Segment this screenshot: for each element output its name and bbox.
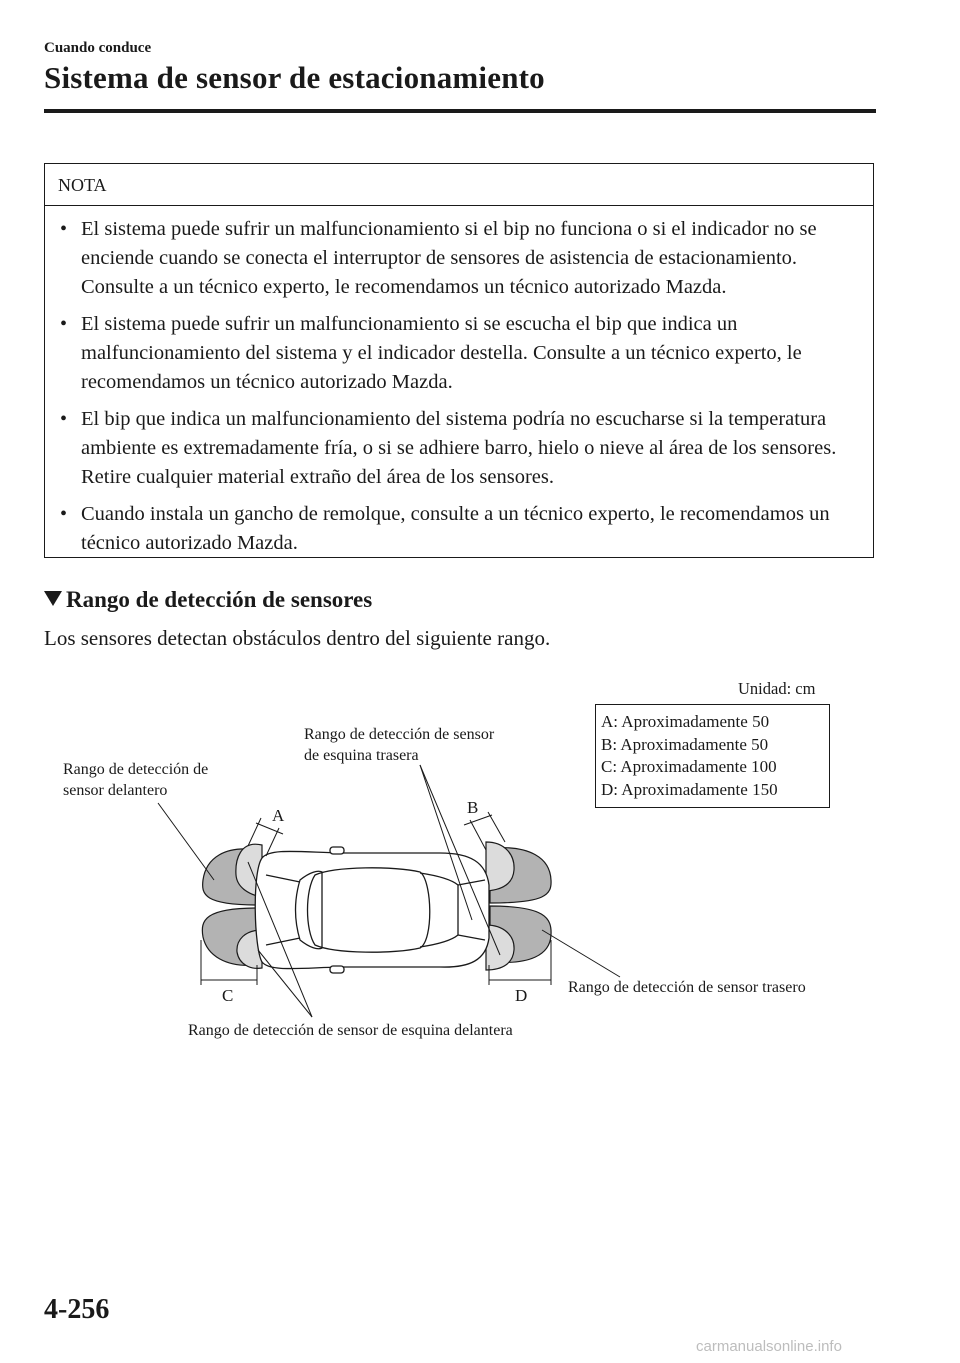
triangle-down-icon: [44, 591, 62, 606]
note-item: • El sistema puede sufrir un malfuncionamiento si se escucha el bip que indica un malfuncionamiento del sistema y el indicador destella. Consulte a un técnico experto, le recomendamos un técnico autorizado Mazda.: [81, 310, 855, 397]
car-roof: [308, 868, 430, 952]
note-item: • El bip que indica un malfuncionamiento del sistema podría no escucharse si la temperatura ambiente es extremadamente fría, o si se adhiere barro, hielo o nieve al área de los sensores. Retire cualquier material extraño del área de los sensores.: [81, 405, 855, 492]
watermark: carmanualsonline.info: [696, 1338, 842, 1355]
note-heading: NOTA: [45, 164, 873, 206]
dim-a-tick-1: [248, 818, 261, 846]
section-label: Cuando conduce: [44, 40, 152, 56]
legend-item-b: B: Aproximadamente 50: [601, 734, 769, 754]
label-front-corner-sensor: Rango de detección de sensor de esquina delantera: [188, 1022, 513, 1039]
front-corner-lobe-lower: [237, 930, 262, 968]
note-item: • El sistema puede sufrir un malfuncionamiento si el bip no funciona o si el indicador no se enciende cuando se conecta el interruptor de sensores de asistencia de estacionamiento. Consulte a un técnico experto, le recomendamos un técnico autorizado Mazda.: [81, 215, 855, 302]
note-item: • Cuando instala un gancho de remolque, consulte a un técnico experto, le recomendamos un técnico autorizado Mazda.: [81, 500, 855, 558]
label-rear-corner-line1: Rango de detección de sensor: [304, 726, 495, 743]
leader-front-corner-1: [248, 862, 312, 1017]
dim-b-tick-1: [470, 820, 486, 850]
label-rear-sensor: Rango de detección de sensor trasero: [568, 979, 806, 996]
car-boot-line-2: [458, 935, 485, 940]
sensor-lobes: [202, 842, 551, 970]
legend-box: [595, 704, 830, 808]
note-list: [45, 206, 873, 558]
section-heading: [44, 587, 372, 613]
rear-sensor-lobe-upper: [490, 848, 551, 903]
label-rear-corner-line2: de esquina trasera: [304, 747, 419, 764]
legend-item-c: C: Aproximadamente 100: [601, 757, 777, 776]
section-intro: Los sensores detectan obstáculos dentro del siguiente rango.: [44, 626, 551, 650]
letter-b: B: [467, 798, 479, 817]
car-bonnet-line-2: [266, 938, 300, 945]
label-front-line2: sensor delantero: [63, 782, 168, 799]
leader-rear-corner-2: [420, 765, 472, 920]
leader-front: [158, 803, 214, 880]
label-front-sensor: [63, 759, 208, 801]
rear-corner-lobe-upper: [486, 842, 514, 891]
page-title: Sistema de sensor de estacionamiento: [44, 60, 545, 95]
letter-d: D: [515, 986, 528, 1005]
leader-lines: [158, 765, 620, 1017]
letter-c: C: [222, 986, 234, 1005]
car-boot-line-1: [458, 880, 485, 885]
car-bonnet-line-1: [266, 875, 300, 882]
title-rule: [44, 109, 876, 113]
front-sensor-lobe-upper: [203, 849, 258, 905]
rear-corner-lobe-lower: [486, 925, 514, 970]
note-box: [44, 163, 874, 558]
leader-front-corner-2: [258, 950, 312, 1017]
car-mirror-right: [330, 966, 344, 973]
label-rear-corner-sensor: [304, 724, 494, 766]
section-heading-text: Rango de detección de sensores: [66, 587, 373, 612]
leader-rear: [542, 930, 620, 977]
car-windshield: [296, 871, 323, 948]
legend-item-d: D: Aproximadamente 150: [601, 779, 778, 799]
car-mirror-left: [330, 847, 344, 854]
front-corner-lobe-upper: [236, 844, 262, 897]
car-outline: [255, 847, 489, 973]
dim-a-tick-2: [266, 828, 279, 856]
unit-label: Unidad: cm: [738, 679, 816, 698]
front-sensor-lobe-lower: [202, 908, 258, 965]
dim-b-tick-2: [488, 812, 505, 842]
car-rear-window: [420, 873, 458, 947]
car-body: [255, 851, 489, 968]
leader-rear-corner-1: [420, 765, 500, 955]
letter-a: A: [272, 806, 285, 825]
label-front-line1: Rango de detección de: [63, 761, 209, 778]
legend-item-a: A: Aproximadamente 50: [601, 712, 770, 731]
page-number: 4-256: [44, 1294, 110, 1325]
rear-sensor-lobe-lower: [490, 906, 551, 963]
